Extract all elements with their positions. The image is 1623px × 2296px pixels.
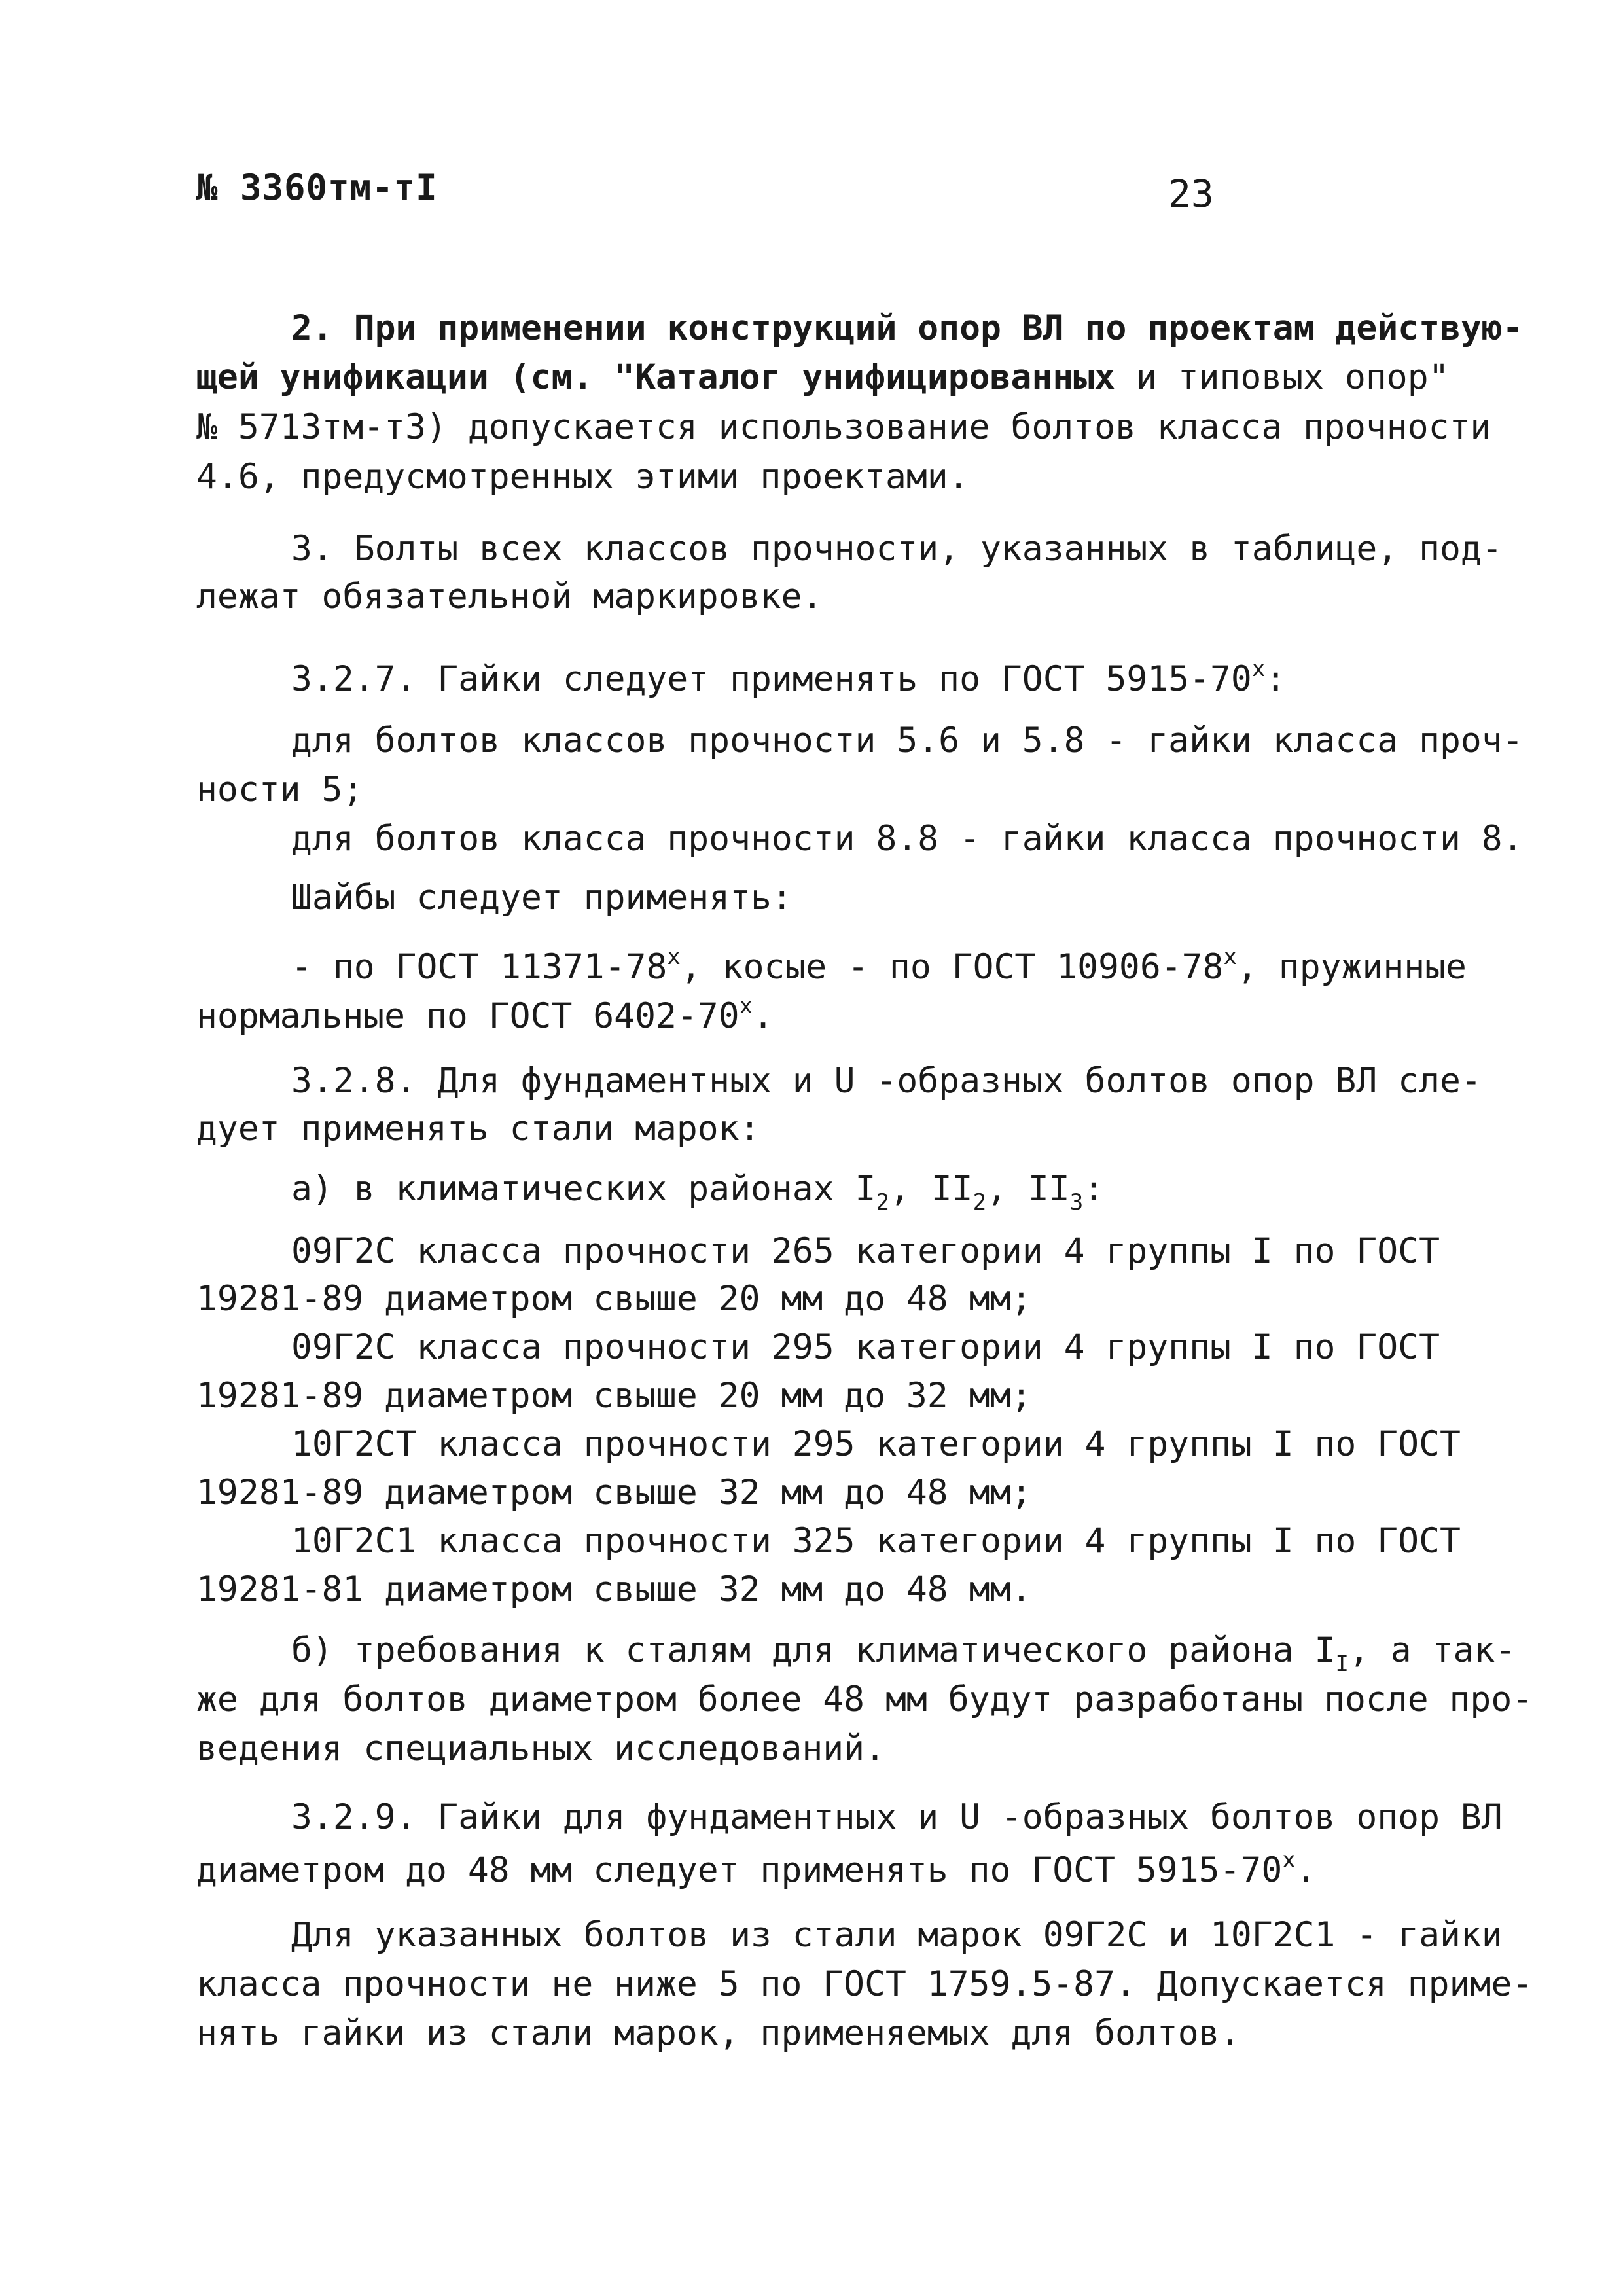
s328-line-12b: , а так-	[1348, 1630, 1516, 1670]
s327-line-2: для болтов классов прочности 5.6 и 5.8 - гайки класса проч-	[291, 721, 1524, 761]
s329-line-2-text: диаметром до 48 мм следует применять по ГОСТ 5915-70	[196, 1850, 1283, 1890]
s327-line-7-sup: x	[739, 993, 753, 1019]
s327-line-6b-sup: x	[1223, 944, 1237, 970]
s328-line-2: дует применять стали марок:	[196, 1109, 760, 1149]
s328-line-13: же для болтов диаметром более 48 мм будут разработаны после про-	[196, 1679, 1533, 1719]
item2-line-2-bold: щей унификации (см. "Каталог унифицированных	[196, 357, 1115, 397]
s328-line-12a: б) требования к сталям для климатического района I	[291, 1630, 1336, 1670]
item2-line-2	[196, 357, 1450, 397]
s328-line-8: 10Г2СТ класса прочности 295 категории 4 группы I по ГОСТ	[291, 1424, 1461, 1464]
s328-line-7: 19281-89 диаметром свыше 20 мм до 32 мм;	[196, 1376, 1032, 1416]
s328-line-3b-sub: 2	[972, 1189, 987, 1215]
s327-line-7-tail: .	[753, 996, 774, 1036]
page-number: 23	[1168, 171, 1214, 216]
item2-line-2-rest: и типовых опор"	[1115, 357, 1450, 397]
s327-line-1-tail: :	[1265, 659, 1287, 699]
s328-line-5: 19281-89 диаметром свыше 20 мм до 48 мм;	[196, 1279, 1032, 1319]
s327-line-5: Шайбы следует применять:	[291, 878, 793, 918]
s327-line-7-text: нормальные по ГОСТ 6402-70	[196, 996, 740, 1036]
s328-line-9: 19281-89 диаметром свыше 32 мм до 48 мм;	[196, 1473, 1032, 1513]
s329-line-2-tail: .	[1295, 1850, 1317, 1890]
s327-line-6a-sup: x	[667, 944, 681, 970]
s328-line-3c-sub: 3	[1069, 1189, 1084, 1215]
s328-line-3d: :	[1083, 1169, 1105, 1209]
s329-line-5: нять гайки из стали марок, применяемых для болтов.	[196, 2013, 1241, 2053]
item2-line-1: 2. При применении конструкций опор ВЛ по проектам действую-	[291, 308, 1524, 348]
s328-line-3a-sub: 2	[876, 1189, 889, 1215]
s327-line-1	[291, 656, 1287, 699]
s327-line-6	[291, 944, 1467, 987]
s328-line-6: 09Г2С класса прочности 295 категории 4 группы I по ГОСТ	[291, 1327, 1440, 1367]
s328-line-11: 19281-81 диаметром свыше 32 мм до 48 мм.	[196, 1570, 1032, 1609]
s328-line-3c: , II	[986, 1169, 1070, 1209]
s328-line-12	[291, 1630, 1516, 1677]
s329-line-1: 3.2.9. Гайки для фундаментных и U -образных болтов опор ВЛ	[291, 1797, 1503, 1837]
s327-line-6b: , косые - по ГОСТ 10906-78	[680, 947, 1224, 987]
document-number: № 3360тм-тI	[196, 167, 438, 208]
s328-line-14: ведения специальных исследований.	[196, 1729, 885, 1768]
s328-line-12a-sub: I	[1335, 1651, 1349, 1677]
item2-line-4: 4.6, предусмотренных этими проектами.	[196, 457, 969, 497]
s327-line-6a: - по ГОСТ 11371-78	[291, 947, 668, 987]
s328-line-3a: а) в климатических районах I	[291, 1169, 876, 1209]
s328-line-3b: , II	[889, 1169, 973, 1209]
s327-line-3: ности 5;	[196, 770, 364, 810]
s327-line-7	[196, 993, 774, 1036]
s329-line-2	[196, 1849, 1317, 1888]
s328-line-10: 10Г2С1 класса прочности 325 категории 4 группы I по ГОСТ	[291, 1521, 1461, 1561]
s329-line-3: Для указанных болтов из стали марок 09Г2С и 10Г2С1 - гайки	[291, 1915, 1503, 1955]
s327-line-4: для болтов класса прочности 8.8 - гайки класса прочности 8.	[291, 819, 1524, 859]
s328-line-4: 09Г2С класса прочности 265 категории 4 группы I по ГОСТ	[291, 1231, 1440, 1271]
s328-line-3	[291, 1169, 1105, 1215]
s329-line-2-sup: x	[1282, 1847, 1296, 1873]
s329-line-4: класса прочности не ниже 5 по ГОСТ 1759.5-87. Допускается приме-	[196, 1964, 1533, 2004]
s327-line-6c: , пружинные	[1236, 947, 1467, 987]
s327-line-1-text: 3.2.7. Гайки следует применять по ГОСТ 5915-70	[291, 659, 1252, 699]
item3-line-2: лежат обязательной маркировке.	[196, 577, 823, 617]
s328-line-1: 3.2.8. Для фундаментных и U -образных болтов опор ВЛ сле-	[291, 1061, 1482, 1101]
item3-line-1: 3. Болты всех классов прочности, указанных в таблице, под-	[291, 529, 1503, 569]
item2-line-3: № 5713тм-т3) допускается использование болтов класса прочности	[196, 407, 1491, 447]
s327-line-1-sup: x	[1251, 656, 1266, 682]
